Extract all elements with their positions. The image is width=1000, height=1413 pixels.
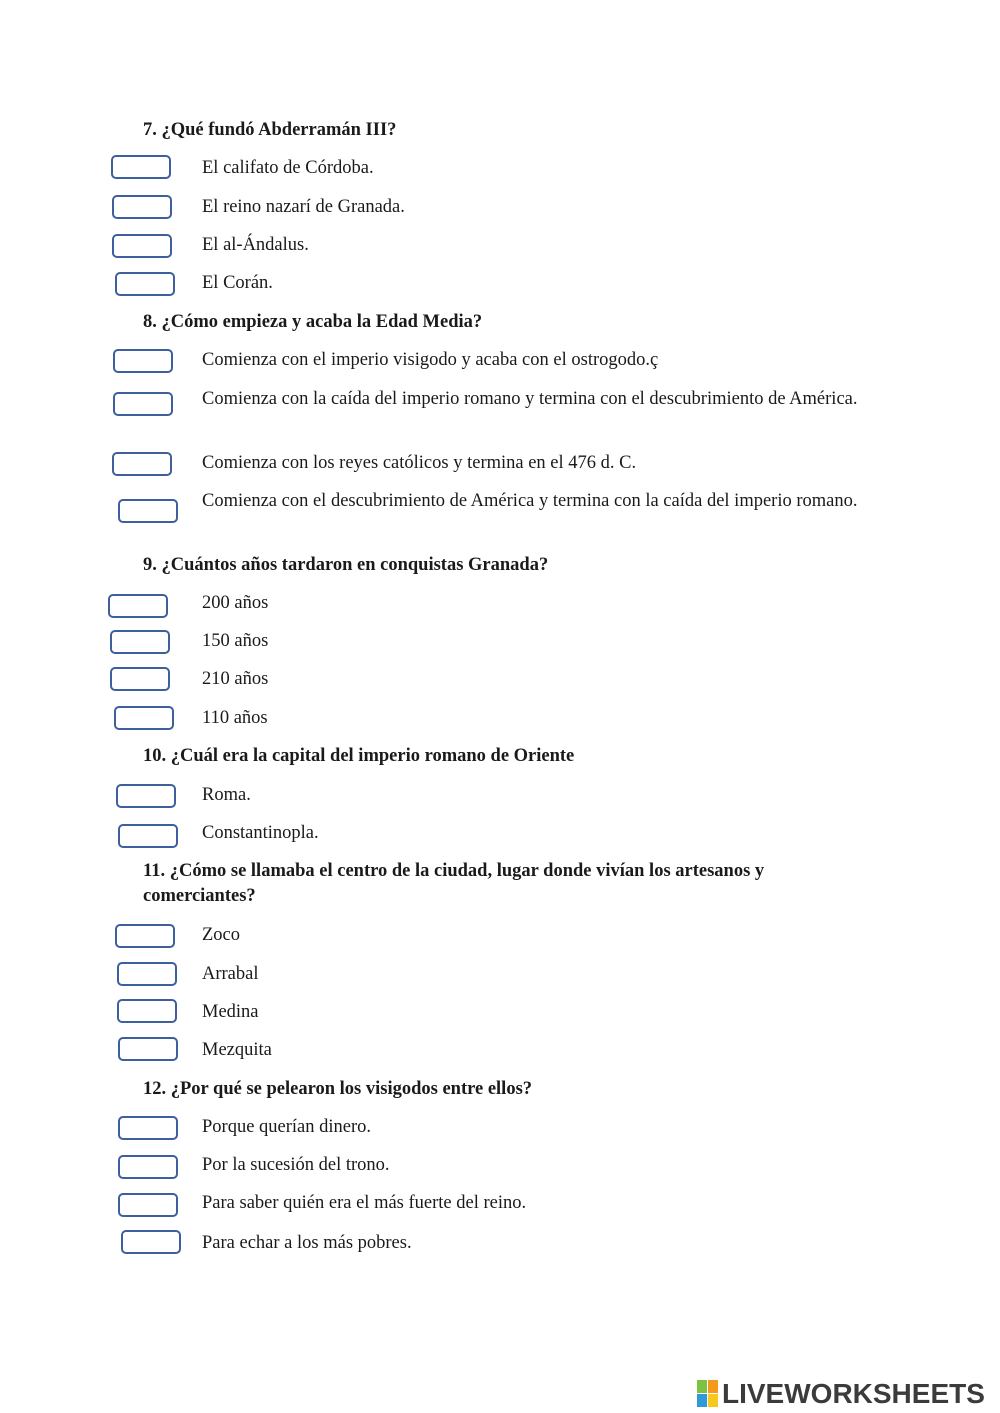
option-text: El reino nazarí de Granada.: [202, 197, 405, 217]
option-text: Comienza con la caída del imperio romano y termina con el descubrimiento de América.: [202, 389, 858, 409]
question-8-title: 8. ¿Cómo empieza y acaba la Edad Media?: [143, 312, 483, 332]
answer-box[interactable]: [118, 1037, 178, 1061]
option-text: Comienza con el imperio visigodo y acaba con el ostrogodo.ç: [202, 350, 659, 370]
option-text: El califato de Córdoba.: [202, 158, 374, 178]
question-10-title: 10. ¿Cuál era la capital del imperio romano de Oriente: [143, 746, 575, 766]
question-7-title: 7. ¿Qué fundó Abderramán III?: [143, 120, 397, 140]
answer-box[interactable]: [115, 272, 175, 296]
option-text: Para saber quién era el más fuerte del reino.: [202, 1193, 527, 1213]
option-text: 210 años: [202, 669, 269, 689]
option-text: Constantinopla.: [202, 823, 319, 843]
liveworksheets-logo: [697, 1378, 985, 1410]
option-text: El Corán.: [202, 273, 273, 293]
answer-box[interactable]: [116, 784, 176, 808]
answer-box[interactable]: [118, 1155, 178, 1179]
option-text: Comienza con los reyes católicos y termina en el 476 d. C.: [202, 453, 637, 473]
option-text: Comienza con el descubrimiento de América y termina con la caída del imperio romano.: [202, 491, 858, 511]
answer-box[interactable]: [121, 1230, 181, 1254]
answer-box[interactable]: [112, 195, 172, 219]
answer-box[interactable]: [113, 349, 173, 373]
answer-box[interactable]: [110, 630, 170, 654]
liveworksheets-logo-text: LIVEWORKSHEETS: [722, 1378, 985, 1409]
answer-box[interactable]: [112, 452, 172, 476]
answer-box[interactable]: [112, 234, 172, 258]
option-text: Zoco: [202, 925, 241, 945]
answer-box[interactable]: [117, 962, 177, 986]
answer-box[interactable]: [114, 706, 174, 730]
option-text: El al-Ándalus.: [202, 235, 309, 255]
question-12-title: 12. ¿Por qué se pelearon los visigodos entre ellos?: [143, 1079, 533, 1099]
answer-box[interactable]: [111, 155, 171, 179]
option-text: Porque querían dinero.: [202, 1117, 372, 1137]
option-text: Para echar a los más pobres.: [202, 1233, 412, 1253]
answer-box[interactable]: [117, 999, 177, 1023]
option-text: Roma.: [202, 785, 251, 805]
answer-box[interactable]: [118, 499, 178, 523]
question-9-title: 9. ¿Cuántos años tardaron en conquistas Granada?: [143, 555, 549, 575]
option-text: Arrabal: [202, 964, 259, 984]
option-text: 200 años: [202, 593, 269, 613]
answer-box[interactable]: [118, 1193, 178, 1217]
answer-box[interactable]: [113, 392, 173, 416]
answer-box[interactable]: [118, 824, 178, 848]
answer-box[interactable]: [110, 667, 170, 691]
liveworksheets-logo-icon: [697, 1380, 719, 1408]
answer-box[interactable]: [108, 594, 168, 618]
option-text: Mezquita: [202, 1040, 272, 1060]
option-text: 150 años: [202, 631, 269, 651]
answer-box[interactable]: [115, 924, 175, 948]
answer-box[interactable]: [118, 1116, 178, 1140]
option-text: Por la sucesión del trono.: [202, 1155, 390, 1175]
question-11-title: 11. ¿Cómo se llamaba el centro de la ciudad, lugar donde vivían los artesanos y comerciantes?: [143, 861, 765, 906]
option-text: 110 años: [202, 708, 268, 728]
option-text: Medina: [202, 1002, 259, 1022]
